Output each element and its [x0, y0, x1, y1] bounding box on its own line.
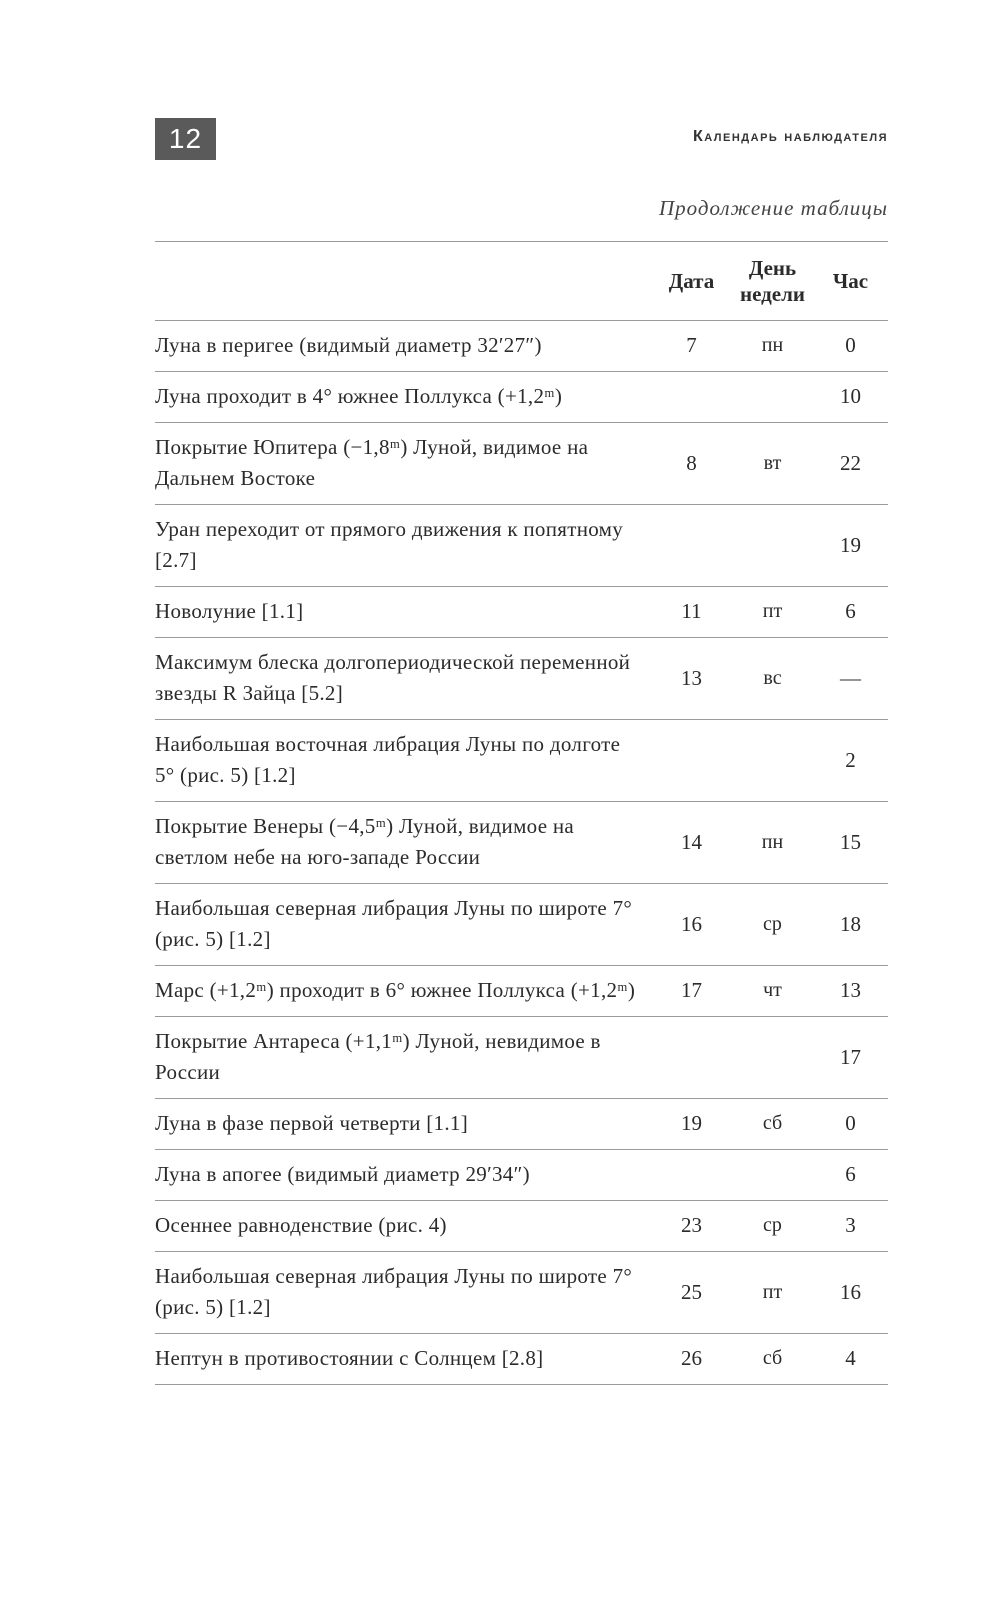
hour-cell: 2 — [845, 747, 856, 772]
date-cell — [651, 720, 732, 802]
table-row — [155, 1201, 888, 1252]
table-row — [155, 1334, 888, 1385]
date-cell: 23 — [681, 1213, 702, 1237]
hour-cell: 15 — [840, 829, 861, 854]
event-cell: Покрытие Антареса (+1,1ᵐ) Луной, невидимое в России — [155, 1029, 601, 1084]
day-of-week-cell: пт — [762, 1280, 783, 1303]
hour-cell: 17 — [840, 1044, 861, 1069]
date-cell: 17 — [681, 978, 702, 1002]
date-cell: 11 — [681, 599, 702, 623]
column-header-day-of-week: День недели — [740, 256, 805, 306]
event-cell: Новолуние [1.1] — [155, 599, 304, 623]
event-cell: Покрытие Венеры (−4,5ᵐ) Луной, видимое на светлом небе на юго-западе России — [155, 814, 575, 869]
hour-cell: 10 — [840, 384, 861, 408]
table-row — [155, 423, 888, 505]
day-of-week-cell — [732, 372, 813, 423]
day-of-week-cell: сб — [762, 1112, 783, 1134]
event-cell: Луна в перигее (видимый диаметр 32′27″) — [155, 333, 542, 357]
table-row — [155, 1150, 888, 1201]
event-cell: Луна в фазе первой четверти [1.1] — [155, 1111, 469, 1135]
date-cell: 19 — [681, 1111, 702, 1135]
hour-cell: 0 — [845, 333, 856, 357]
date-cell: 7 — [686, 333, 697, 357]
day-of-week-cell: вт — [763, 451, 782, 474]
hour-cell: 18 — [840, 911, 861, 936]
table-row — [155, 372, 888, 423]
hour-cell: 0 — [845, 1111, 856, 1135]
hour-cell: 16 — [840, 1279, 861, 1304]
table-header — [155, 242, 888, 321]
event-cell: Луна проходит в 4° южнее Поллукса (+1,2ᵐ) — [155, 384, 563, 408]
column-header-event — [155, 242, 651, 321]
event-cell: Уран переходит от прямого движения к попятному [2.7] — [155, 517, 624, 572]
hour-cell: 6 — [845, 1162, 856, 1186]
events-table — [155, 241, 888, 1385]
event-cell: Максимум блеска долгопериодической переменной звезды R Зайца [5.2] — [155, 650, 631, 705]
table-row — [155, 1017, 888, 1099]
hour-cell: 22 — [840, 450, 861, 475]
day-of-week-cell: ср — [763, 912, 782, 935]
day-of-week-cell — [732, 505, 813, 587]
running-title: Календарь наблюдателя — [692, 128, 888, 145]
event-cell: Наибольшая северная либрация Луны по широте 7° (рис. 5) [1.2] — [155, 1264, 633, 1319]
day-of-week-cell: пт — [762, 600, 783, 622]
column-header-date: Дата — [668, 269, 715, 293]
table-row — [155, 505, 888, 587]
table-body — [155, 321, 888, 1385]
day-of-week-cell: пн — [761, 830, 784, 853]
day-of-week-cell — [732, 1150, 813, 1201]
date-cell: 13 — [681, 665, 702, 690]
hour-cell: 3 — [845, 1213, 856, 1237]
date-cell: 26 — [681, 1346, 702, 1370]
date-cell — [651, 1150, 732, 1201]
hour-cell: 13 — [840, 978, 861, 1002]
event-cell: Покрытие Юпитера (−1,8ᵐ) Луной, видимое на Дальнем Востоке — [155, 435, 589, 490]
day-of-week-cell: вс — [763, 666, 782, 689]
hour-cell: 4 — [845, 1346, 856, 1370]
event-cell: Осеннее равноденствие (рис. 4) — [155, 1213, 447, 1237]
table-row — [155, 802, 888, 884]
table-row — [155, 884, 888, 966]
date-cell — [651, 505, 732, 587]
date-cell — [651, 1017, 732, 1099]
date-cell: 16 — [681, 911, 702, 936]
day-of-week-cell: ср — [763, 1214, 782, 1236]
day-of-week-cell — [732, 720, 813, 802]
day-of-week-cell: сб — [762, 1347, 783, 1369]
day-of-week-cell: пн — [761, 334, 784, 356]
day-of-week-cell: чт — [763, 979, 782, 1001]
table-row — [155, 321, 888, 372]
table-row — [155, 1099, 888, 1150]
table-row — [155, 720, 888, 802]
event-cell: Наибольшая восточная либрация Луны по долготе 5° (рис. 5) [1.2] — [155, 732, 621, 787]
table-row — [155, 587, 888, 638]
table-continuation-note: Продолжение таблицы — [658, 196, 888, 220]
date-cell: 14 — [681, 829, 702, 854]
page-header — [155, 118, 888, 160]
hour-cell: 6 — [845, 599, 856, 623]
day-of-week-cell — [732, 1017, 813, 1099]
column-header-hour: Час — [832, 269, 869, 293]
date-cell — [651, 372, 732, 423]
event-cell: Луна в апогее (видимый диаметр 29′34″) — [155, 1162, 530, 1186]
hour-cell: — — [840, 665, 861, 690]
table-row — [155, 638, 888, 720]
event-cell: Марс (+1,2ᵐ) проходит в 6° южнее Поллукса (+1,2ᵐ) — [155, 978, 636, 1002]
table-row — [155, 966, 888, 1017]
page-number: 12 — [155, 118, 216, 160]
event-cell: Наибольшая северная либрация Луны по широте 7° (рис. 5) [1.2] — [155, 896, 633, 951]
date-cell: 8 — [686, 450, 697, 475]
table-row — [155, 1252, 888, 1334]
date-cell: 25 — [681, 1279, 702, 1304]
event-cell: Нептун в противостоянии с Солнцем [2.8] — [155, 1346, 544, 1370]
hour-cell: 19 — [840, 532, 861, 557]
